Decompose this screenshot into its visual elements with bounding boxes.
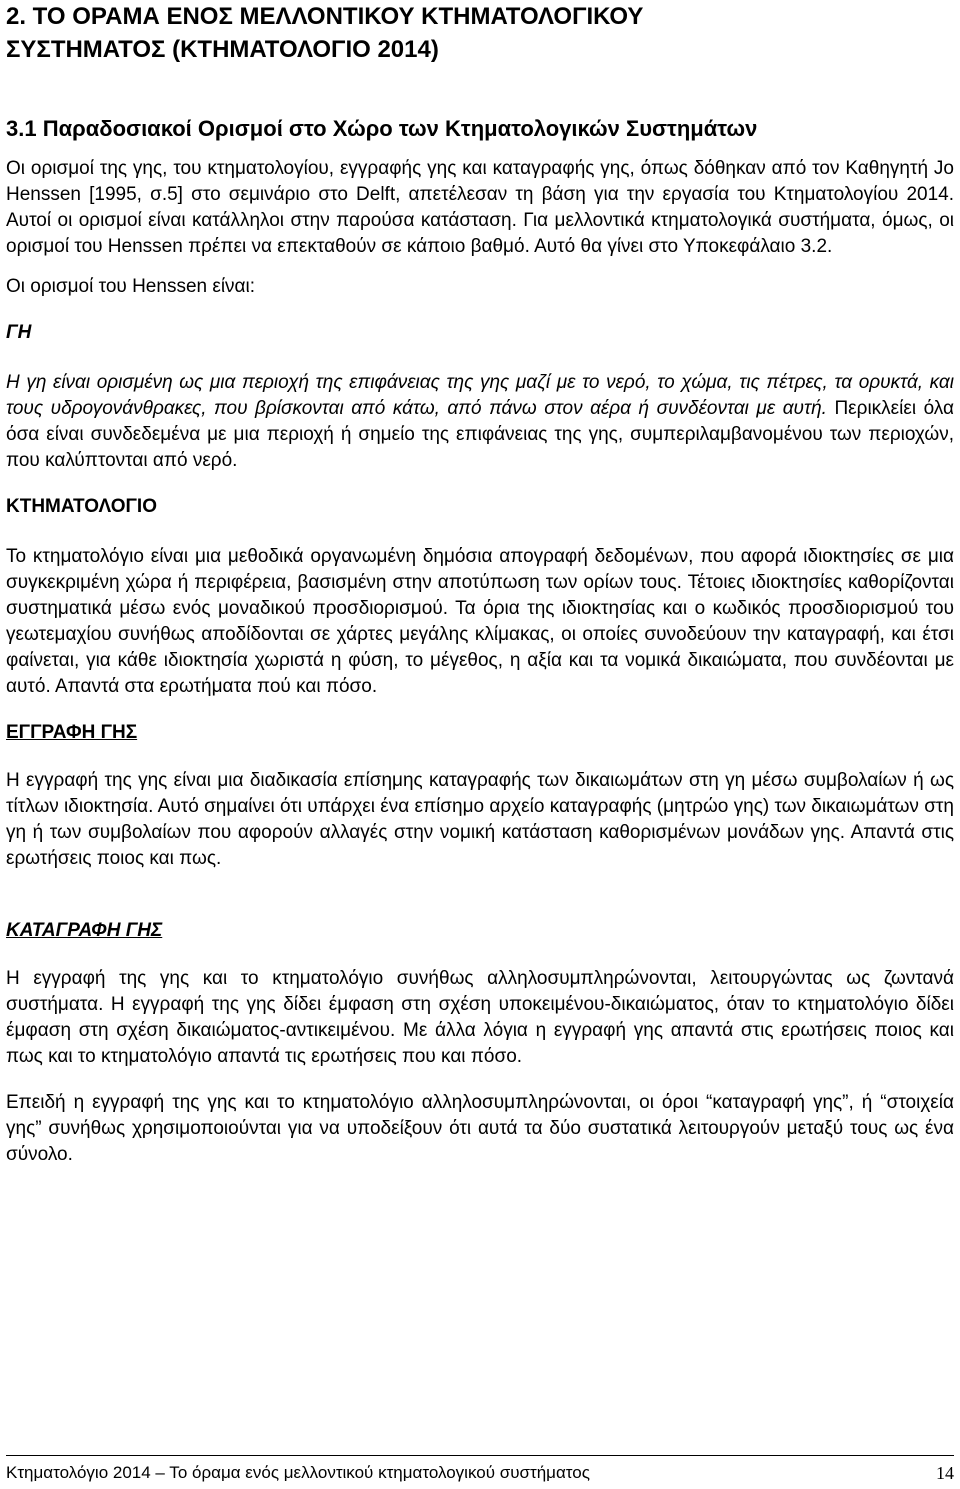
definition-term-land-registration: ΕΓΓΡΑΦΗ ΓΗΣ [6,722,138,743]
definition-text-cadastre-italic: Το κτηματολόγιο είναι μια μεθοδικά οργανωμένη δημόσια απογραφή δεδομένων, που αφορά ιδιοκτησίες σε μια συγκεκριμένη χώρα ή περιφέρεια, βασισμένη στην αποτύπωση των ορίων τους. [6,546,954,593]
section-title: 3.1 Παραδοσιακοί Ορισμοί στο Χώρο των Κτηματολογικών Συστημάτων [6,116,758,141]
definition-text-cadastre-normal: Τέτοιες ιδιοκτησίες καθορίζονται συστηματικά μέσω ενός μοναδικού προσδιορισμού. Τα όρια της ιδιοκτησίας και ο κωδικός προσδιορισμού του γεωτεμαχίου συνήθως αποδίδονται σε χάρτες μεγάλης κλίμακας, οι οποίες συνοδεύουν την καταγραφή, και έτσι φαίνεται, για κάθε ιδιοκτησία χωριστά η φύση, το μέγεθος, η αξία και τα νομικά δικαιώματα, που συνδέονται με αυτό. Απαντά στα ερωτήματα πού και πόσο. [6,572,954,697]
document-page [6,0,954,1168]
definition-text-land-recording [6,966,954,1070]
definition-text-land-recording-normal: Η εγγραφή της γης και το κτηματολόγιο συνήθως αλληλοσυμπληρώνονται, λειτουργώντας ως ζωντανά συστήματα. Η εγγραφή της γης δίδει έμφαση στη σχέση υποκειμένου-δικαιώματος, όταν το κτηματολόγιο δίδει έμφαση στη σχέση δικαιώματος-αντικειμένου. Με άλλα λόγια η εγγραφή γης απαντά στις ερωτήσεις ποιος και πως και το κτηματολόγιο απαντά τις ερωτήσεις που και πόσο. [6,968,954,1067]
definition-term-cadastre: ΚΤΗΜΑΤΟΛΟΓΙΟ [6,496,157,517]
chapter-title [6,0,954,66]
definition-text-land-normal: Περικλείει όλα όσα είναι συνδεδεμένα με μια περιοχή ή σημείο της επιφάνειας της γης, συμπεριλαμβανομένου των περιοχών, που καλύπτονται από νερό. [6,398,954,471]
definition-text-cadastre [6,544,954,700]
closing-paragraph: Επειδή η εγγραφή της γης και το κτηματολόγιο αλληλοσυμπληρώνονται, οι όροι “καταγραφή γης”, ή “στοιχεία γης” συνήθως χρησιμοποιούνται για να υποδείξουν ότι αυτά τα δύο συστατικά λειτουργούν μεταξύ τους ως ένα σύνολο. [6,1092,954,1165]
page-footer [6,1455,954,1483]
definition-text-land-registration [6,768,954,872]
chapter-title-line1: 2. ΤΟ ΟΡΑΜΑ ΕΝΟΣ ΜΕΛΛΟΝΤΙΚΟΥ ΚΤΗΜΑΤΟΛΟΓΙΚΟΥ [6,3,644,30]
definition-text-land-italic: Η γη είναι ορισμένη ως μια περιοχή της επιφάνειας της γης μαζί με το νερό, το χώμα, τις πέτρες, τα ορυκτά, και τους υδρογονάνθρακες, που βρίσκονται από κάτω, από πάνω στον αέρα ή συνδέονται με αυτή. [6,372,954,419]
definition-text-land-registration-italic: Η εγγραφή της γης είναι μια διαδικασία επίσημης καταγραφής των δικαιωμάτων στη γη μέσω συμβολαίων ή ως τίτλων ιδιοκτησία. [6,770,954,817]
footer-page-number: 14 [936,1463,954,1483]
lead-paragraph: Οι ορισμοί του Henssen είναι: [6,276,256,297]
chapter-title-line2: ΣΥΣΤΗΜΑΤΟΣ (ΚΤΗΜΑΤΟΛΟΓΙΟ 2014) [6,36,439,63]
definition-term-land: ΓΗ [6,322,32,343]
definition-text-land [6,370,954,474]
definition-term-land-recording: ΚΑΤΑΓΡΑΦΗ ΓΗΣ [6,920,163,941]
footer-title: Κτηματολόγιο 2014 – Το όραμα ενός μελλοντικού κτηματολογικού συστήματος [6,1463,590,1482]
definition-text-land-registration-normal: Αυτό σημαίνει ότι υπάρχει ένα επίσημο αρχείο καταγραφής (μητρώο γης) των δικαιωμάτων στη γη ή των συμβολαίων που αφορούν αλλαγές στην νομική κατάσταση καθορισμένων μονάδων γης. Απαντά στις ερωτήσεις ποιος και πως. [6,796,954,869]
intro-paragraph: Οι ορισμοί της γης, του κτηματολογίου, εγγραφής γης και καταγραφής γης, όπως δόθηκαν από τον Καθηγητή Jo Henssen [1995, σ.5] στο σεμινάριο στο Delft, απετέλεσαν τη βάση για την εργασία του Κτηματολογίου 2014. Αυτοί οι ορισμοί είναι κατάλληλοι στην παρούσα κατάσταση. Για μελλοντικά κτηματολογικά συστήματα, όμως, οι ορισμοί του Henssen πρέπει να επεκταθούν σε κάποιο βαθμό. Αυτό θα γίνει στο Υποκεφάλαιο 3.2. [6,158,954,257]
